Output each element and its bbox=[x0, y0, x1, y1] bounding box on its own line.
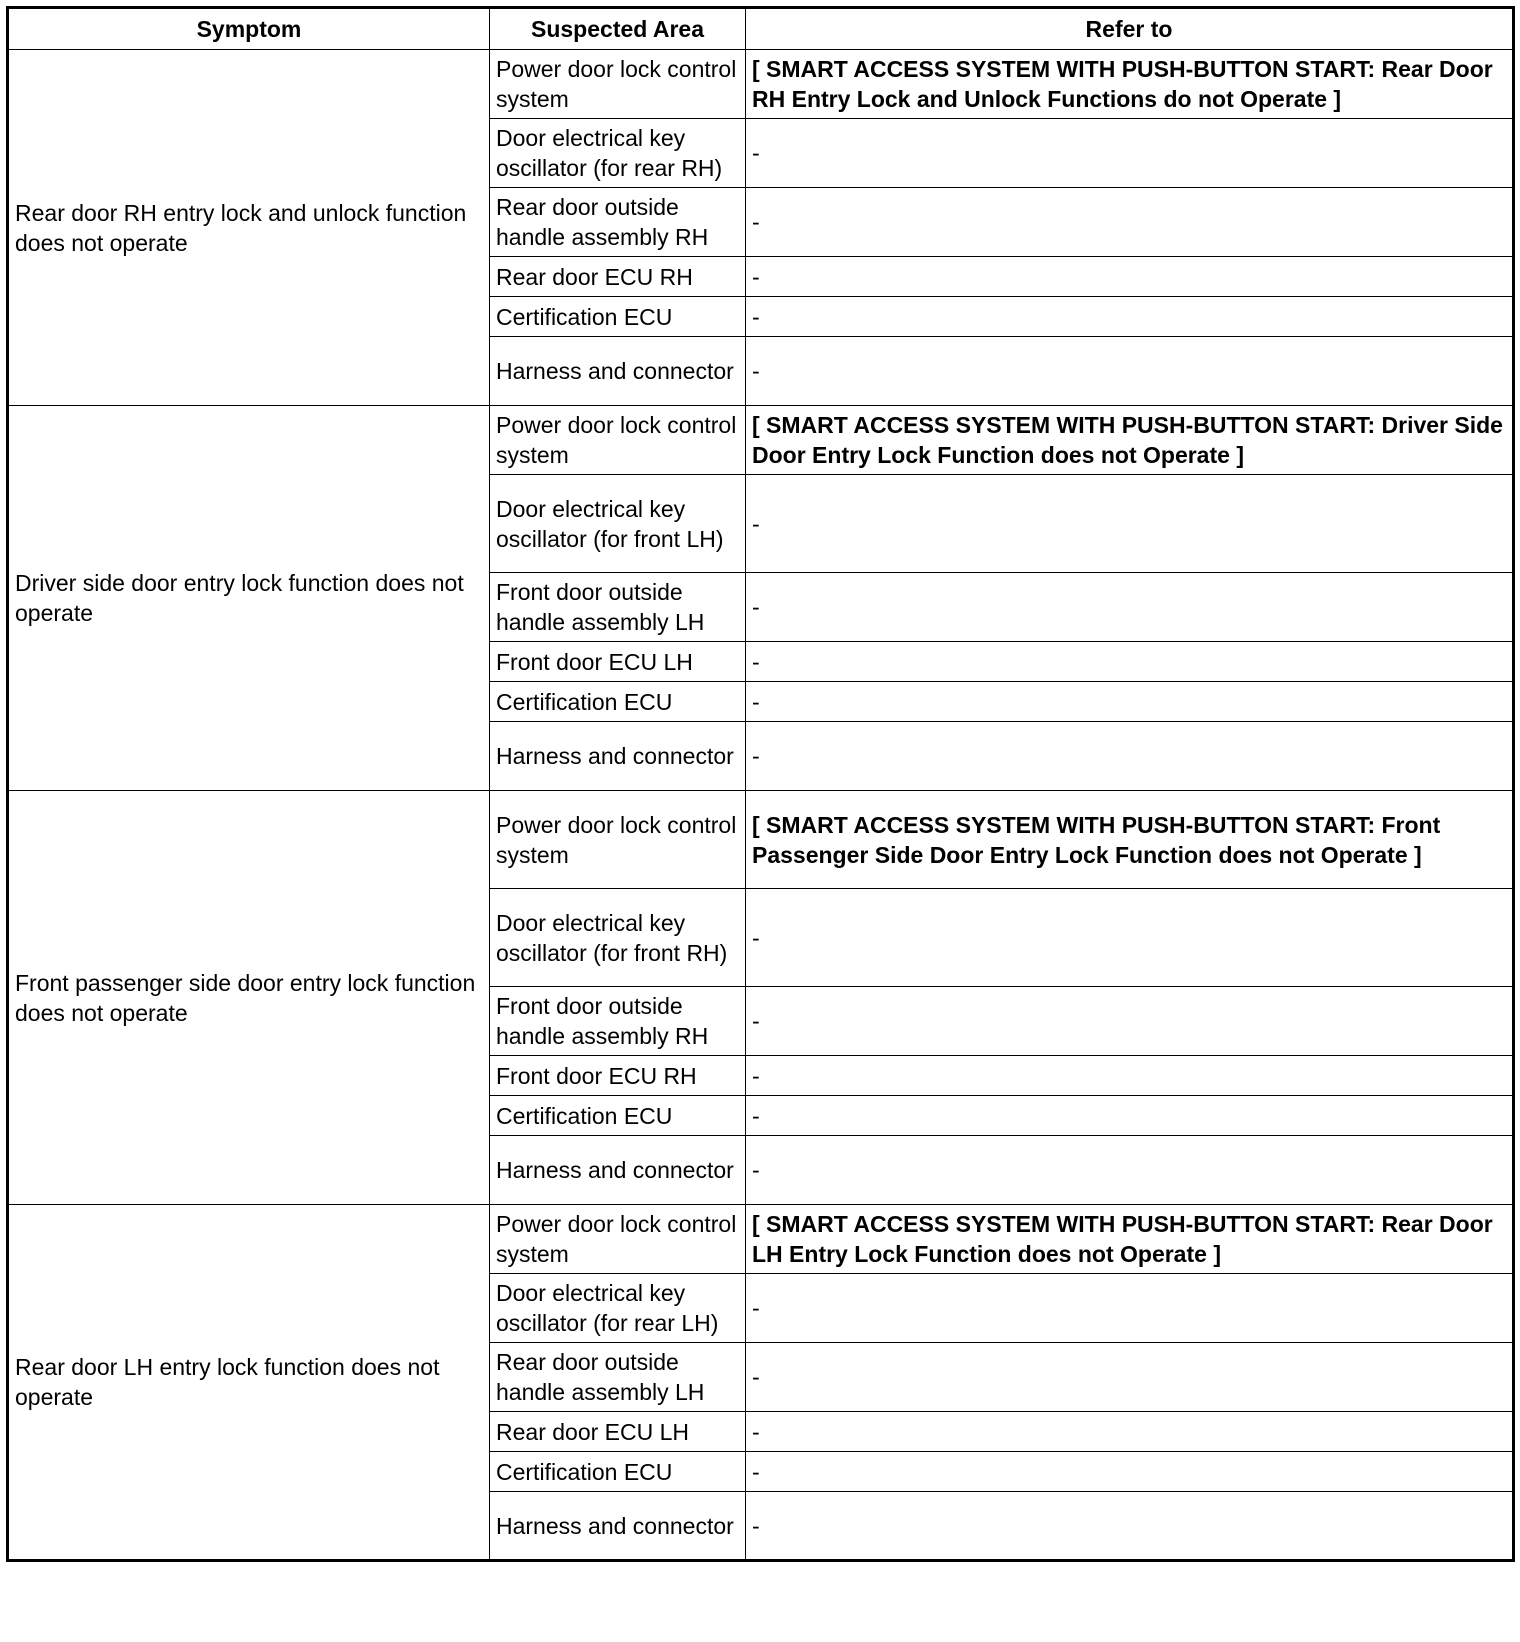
suspected-area-cell: Rear door ECU LH bbox=[490, 1412, 746, 1452]
refer-to-link[interactable]: [ SMART ACCESS SYSTEM WITH PUSH-BUTTON START: Driver Side Door Entry Lock Function does not Operate ] bbox=[746, 406, 1514, 475]
header-symptom: Symptom bbox=[8, 8, 490, 50]
suspected-area-cell: Certification ECU bbox=[490, 1096, 746, 1136]
refer-to-cell: - bbox=[746, 475, 1514, 573]
suspected-area-cell: Power door lock control system bbox=[490, 406, 746, 475]
suspected-area-cell: Rear door outside handle assembly RH bbox=[490, 188, 746, 257]
refer-to-cell: - bbox=[746, 1056, 1514, 1096]
symptom-cell: Driver side door entry lock function does not operate bbox=[8, 406, 490, 791]
refer-to-link[interactable]: [ SMART ACCESS SYSTEM WITH PUSH-BUTTON START: Front Passenger Side Door Entry Lock Function does not Operate ] bbox=[746, 791, 1514, 889]
refer-to-cell: - bbox=[746, 1452, 1514, 1492]
refer-to-link[interactable]: [ SMART ACCESS SYSTEM WITH PUSH-BUTTON START: Rear Door LH Entry Lock Function does not Operate ] bbox=[746, 1205, 1514, 1274]
refer-to-cell: - bbox=[746, 682, 1514, 722]
suspected-area-cell: Certification ECU bbox=[490, 297, 746, 337]
suspected-area-cell: Certification ECU bbox=[490, 682, 746, 722]
refer-to-cell: - bbox=[746, 573, 1514, 642]
suspected-area-cell: Front door outside handle assembly LH bbox=[490, 573, 746, 642]
refer-to-cell: - bbox=[746, 188, 1514, 257]
suspected-area-cell: Certification ECU bbox=[490, 1452, 746, 1492]
refer-to-cell: - bbox=[746, 987, 1514, 1056]
troubleshooting-table bbox=[6, 6, 1515, 1562]
suspected-area-cell: Door electrical key oscillator (for front LH) bbox=[490, 475, 746, 573]
suspected-area-cell: Harness and connector bbox=[490, 1136, 746, 1205]
refer-to-cell: - bbox=[746, 642, 1514, 682]
refer-to-cell: - bbox=[746, 1492, 1514, 1561]
suspected-area-cell: Rear door ECU RH bbox=[490, 257, 746, 297]
suspected-area-cell: Power door lock control system bbox=[490, 1205, 746, 1274]
table-row bbox=[8, 406, 1514, 475]
refer-to-cell: - bbox=[746, 119, 1514, 188]
suspected-area-cell: Door electrical key oscillator (for front RH) bbox=[490, 889, 746, 987]
table-row bbox=[8, 791, 1514, 889]
refer-to-cell: - bbox=[746, 1343, 1514, 1412]
suspected-area-cell: Rear door outside handle assembly LH bbox=[490, 1343, 746, 1412]
suspected-area-cell: Door electrical key oscillator (for rear RH) bbox=[490, 119, 746, 188]
refer-to-cell: - bbox=[746, 1274, 1514, 1343]
refer-to-cell: - bbox=[746, 297, 1514, 337]
suspected-area-cell: Front door ECU LH bbox=[490, 642, 746, 682]
suspected-area-cell: Harness and connector bbox=[490, 722, 746, 791]
header-row bbox=[8, 8, 1514, 50]
suspected-area-cell: Power door lock control system bbox=[490, 791, 746, 889]
suspected-area-cell: Harness and connector bbox=[490, 337, 746, 406]
refer-to-cell: - bbox=[746, 889, 1514, 987]
symptom-cell: Rear door RH entry lock and unlock function does not operate bbox=[8, 50, 490, 406]
suspected-area-cell: Front door outside handle assembly RH bbox=[490, 987, 746, 1056]
header-suspected-area: Suspected Area bbox=[490, 8, 746, 50]
suspected-area-cell: Power door lock control system bbox=[490, 50, 746, 119]
table-row bbox=[8, 1205, 1514, 1274]
refer-to-cell: - bbox=[746, 722, 1514, 791]
table-row bbox=[8, 50, 1514, 119]
symptom-cell: Rear door LH entry lock function does not operate bbox=[8, 1205, 490, 1561]
suspected-area-cell: Door electrical key oscillator (for rear LH) bbox=[490, 1274, 746, 1343]
refer-to-cell: - bbox=[746, 337, 1514, 406]
refer-to-cell: - bbox=[746, 1136, 1514, 1205]
refer-to-cell: - bbox=[746, 257, 1514, 297]
suspected-area-cell: Front door ECU RH bbox=[490, 1056, 746, 1096]
refer-to-link[interactable]: [ SMART ACCESS SYSTEM WITH PUSH-BUTTON START: Rear Door RH Entry Lock and Unlock Functions do not Operate ] bbox=[746, 50, 1514, 119]
refer-to-cell: - bbox=[746, 1096, 1514, 1136]
symptom-cell: Front passenger side door entry lock function does not operate bbox=[8, 791, 490, 1205]
header-refer-to: Refer to bbox=[746, 8, 1514, 50]
refer-to-cell: - bbox=[746, 1412, 1514, 1452]
suspected-area-cell: Harness and connector bbox=[490, 1492, 746, 1561]
